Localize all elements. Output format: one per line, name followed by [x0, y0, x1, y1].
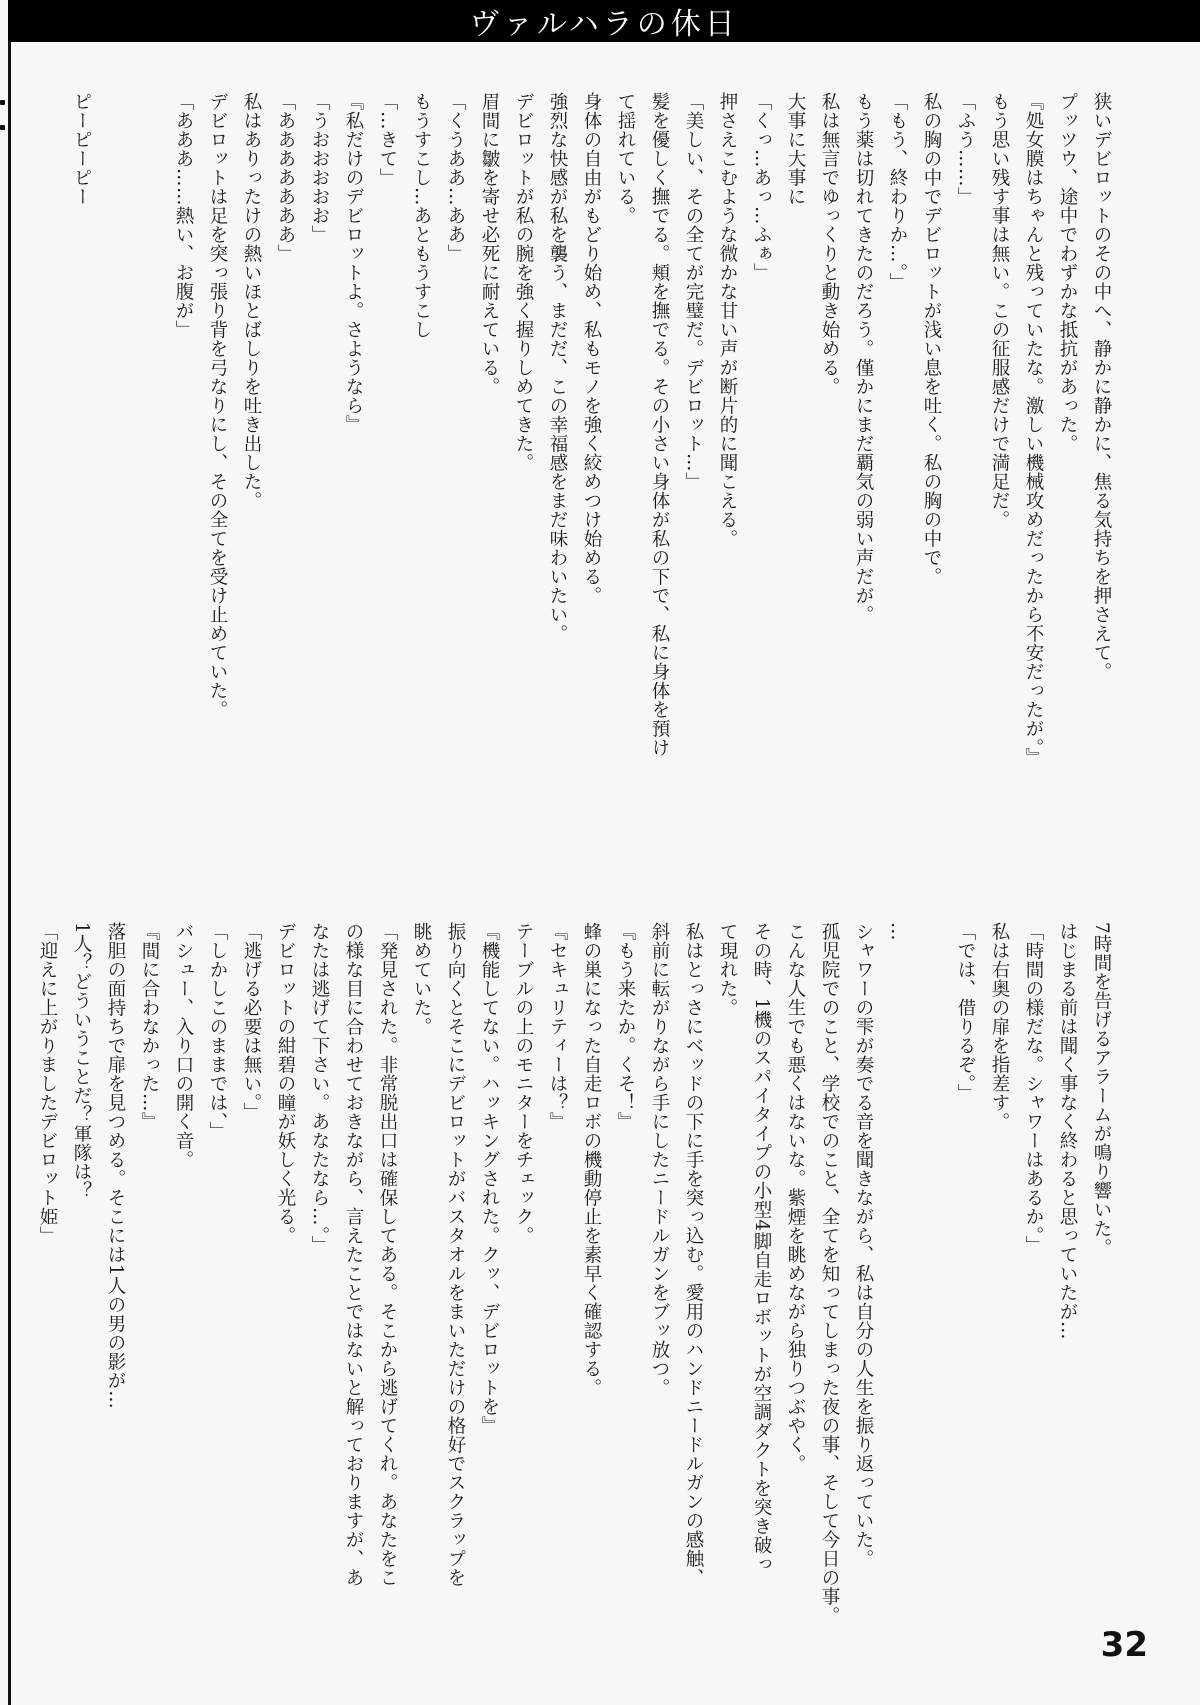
text-column: 7時間を告げるアラームが鳴り響いた。 [1091, 922, 1112, 1258]
left-border [8, 42, 11, 1705]
text-column [98, 92, 132, 812]
text-column: 振り向くとそこにデビロットがバスタオルをまいただけの格好でスクラップを [445, 922, 466, 1587]
text-column: 私は無言でゆっくりと動き始める。 [819, 92, 840, 396]
text-column: て現れた。 [717, 922, 738, 1017]
text-column: はじまる前は聞く事なく終わると思っていたが… [1057, 922, 1078, 1340]
text-column: なたは逃げて下さい。あなたなら…。」 [309, 922, 330, 1255]
text-column: 『処女膜はちゃんと残っていたな。激しい機械攻めだったから不安だったが。』 [1023, 92, 1044, 767]
text-column: … [887, 922, 908, 941]
text-column: 「しかしこのままでは、」 [207, 922, 228, 1141]
text-column: 眺めていた。 [411, 922, 432, 1036]
text-column: 孤児院でのこと、学校でのこと、全てを知ってしまった夜の事、そして今日の事。 [819, 922, 840, 1625]
text-column: 私は右奥の扉を指差す。 [989, 922, 1010, 1131]
text-column: もうすこし…あともうすこし [411, 92, 432, 339]
page-title: ヴァルハラの休日 [469, 7, 739, 42]
text-column: バシュー、入り口の開く音。 [173, 922, 194, 1169]
text-column: 狭いデビロットのその中へ、静かに静かに、焦る気持ちを押さえて。 [1091, 92, 1112, 681]
text-block-bottom [30, 922, 1118, 1652]
text-column [914, 922, 948, 1652]
text-column: 私の胸の中でデビロットが浅い息を吐く。私の胸の中で。 [921, 92, 942, 586]
text-column: プッツウ、途中でわずかな抵抗があった。 [1057, 92, 1078, 453]
text-column: 「時間の様だな。シャワーはあるか。」 [1023, 922, 1044, 1255]
text-column: 「発見された。非常脱出口は確保してある。そこから逃げてくれ。あなたをこ [377, 922, 398, 1587]
text-column: て揺れている。 [615, 92, 636, 225]
text-column: の様な目に合わせておきながら、言えたことではないと解っておりますが、あ [343, 922, 364, 1587]
text-column: 「うおおおおお」 [309, 92, 330, 244]
margin-mark [0, 100, 5, 105]
text-column: 「くっ…あっ…ふぁ」 [751, 92, 772, 282]
text-column: 「では、借りるぞ。」 [955, 922, 976, 1103]
text-block-top [64, 92, 1118, 812]
title-bar [8, 0, 1200, 42]
text-column: 眉間に皺を寄せ必死に耐えている。 [479, 92, 500, 396]
text-column: テーブルの上のモニターをチェック。 [513, 922, 534, 1245]
text-column: 大事に大事に [785, 92, 806, 206]
page-number: 32 [1100, 1625, 1148, 1665]
text-column: 「…きて」 [377, 92, 398, 187]
text-column: もう薬は切れてきたのだろう。僅かにまだ覇気の弱い声だが。 [853, 92, 874, 624]
text-column: 私はありったけの熱いほとばしりを吐き出した。 [241, 92, 262, 510]
text-column: 髪を優しく撫でる。頬を撫でる。その小さい身体が私の下で、私に身体を預け [649, 92, 670, 757]
text-column: デビロットが私の腕を強く握りしめてきた。 [513, 92, 534, 472]
text-column: デビロットは足を突っ張り背を弓なりにし、その全てを受け止めていた。 [207, 92, 228, 719]
text-column [132, 92, 166, 812]
text-column: 「もう、終わりか…。」 [887, 92, 908, 292]
text-column: 押さえこむような微かな甘い声が断片的に聞こえる。 [717, 92, 738, 548]
text-column: シャワーの雫が奏でる音を聞きながら、私は自分の人生を振り返っていた。 [853, 922, 874, 1568]
text-column: もう思い残す事は無い。この征服感だけで満足だ。 [989, 92, 1010, 529]
text-column: 斜前に転がりながら手にしたニードルガンをブッ放つ。 [649, 922, 670, 1397]
text-column: その時、1機のスパイタイプの小型4脚自走ロボットが空調ダクトを突き破っ [751, 922, 772, 1574]
text-column: 蜂の巣になった自走ロボの機動停止を素早く確認する。 [581, 922, 602, 1397]
text-column: 1人？どういうことだ？軍隊は？ [71, 922, 92, 1201]
text-column: 「美しい、その全てが完璧だ。デビロット…」 [683, 92, 704, 491]
text-column: 「あああああああ」 [275, 92, 296, 263]
text-column: 身体の自由がもどり始め、私もモノを強く絞めつけ始める。 [581, 92, 602, 605]
text-column: 『間に合わなかった…』 [139, 922, 160, 1131]
text-column: 『私だけのデビロットよ。さようなら』 [343, 92, 364, 434]
text-column: 私はとっさにベッドの下に手を突っ込む。愛用のハンドニードルガンの感触、 [683, 922, 704, 1587]
text-column: 「ふう……」 [955, 92, 976, 206]
text-column: 「逃げる必要は無い。」 [241, 922, 262, 1122]
text-column: こんな人生でも悪くはないな。紫煙を眺めながら独りつぶやく。 [785, 922, 806, 1473]
text-column: 強烈な快感が私を襲う、まだだ、この幸福感をまだ味わいたい。 [547, 92, 568, 643]
text-column: 落胆の面持ちで扉を見つめる。そこには1人の男の影が… [105, 922, 126, 1410]
text-column: デビロットの紺碧の瞳が妖しく光る。 [275, 922, 296, 1245]
text-column: 「くうああ…ああ」 [445, 92, 466, 263]
text-column: ピーピーピー [71, 92, 92, 206]
text-column: 「迎えに上がりましたデビロット姫」 [37, 922, 58, 1245]
text-column: 『機能してない。ハッキングされた。クッ、デビロットを』 [479, 922, 500, 1435]
text-column: 「あああ……熱い、お腹が」 [173, 92, 194, 339]
text-column: 『セキュリティーは？』 [547, 922, 568, 1131]
text-column: 『もう来たか。くそ！』 [615, 922, 636, 1131]
margin-mark [0, 125, 5, 130]
